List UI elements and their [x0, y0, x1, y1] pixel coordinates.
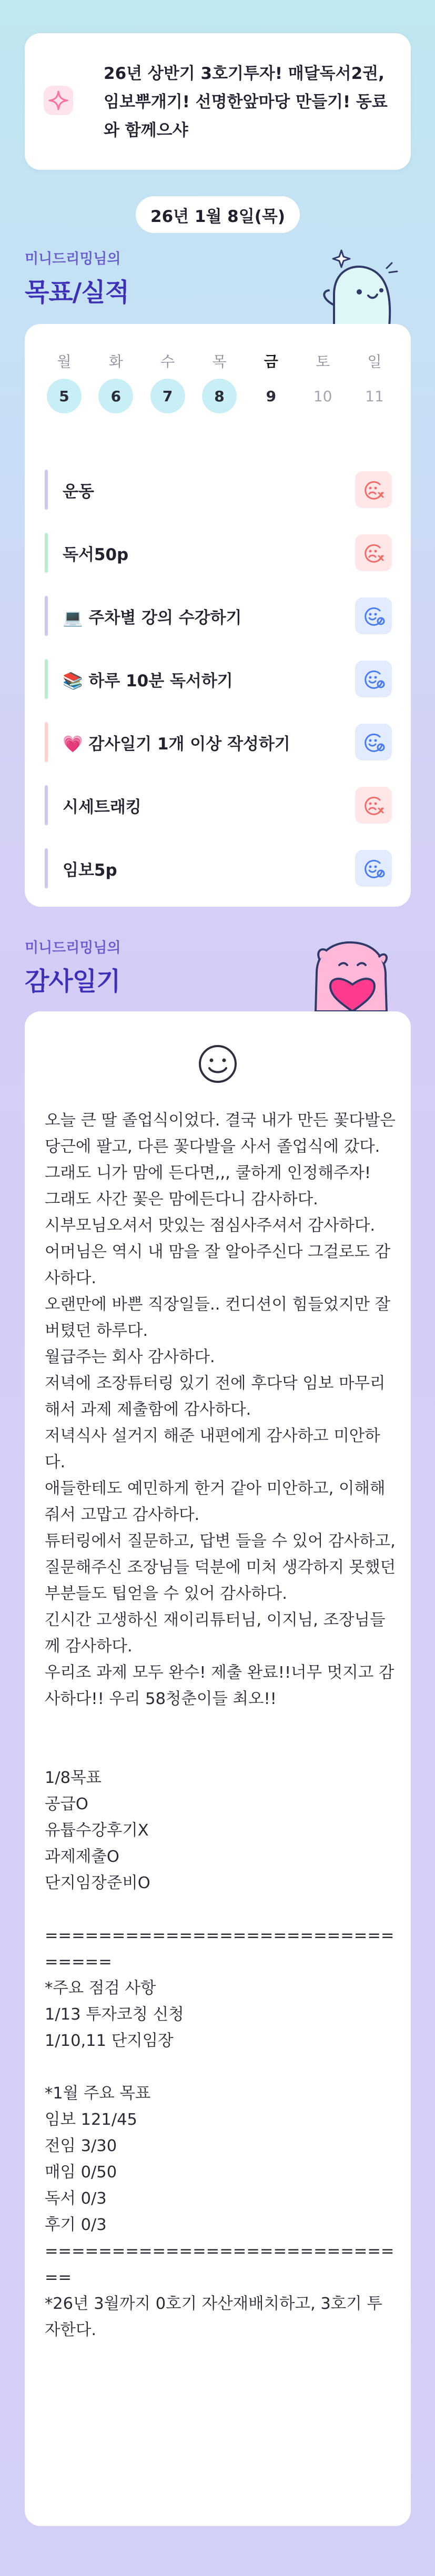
goal-label: 💗 감사일기 1개 이상 작성하기 — [63, 734, 290, 754]
goal-color-bar — [45, 659, 48, 699]
sparkle-icon — [44, 86, 73, 115]
day-tue[interactable] — [97, 350, 134, 413]
goal-item[interactable] — [45, 469, 392, 511]
date-selector[interactable]: 26년 1월 8일(목) — [136, 196, 300, 233]
day-mon[interactable] — [46, 350, 83, 413]
banner-text: 26년 상반기 3호기투자! 매달독서2권, 임보뿌개기! 선명한앞마당 만들기! 동료와 함께으샤 — [104, 64, 388, 140]
day-number: 9 — [266, 387, 277, 405]
goal-label: 독서50p — [63, 545, 129, 564]
goal-label: 📚 하루 10분 독서하기 — [63, 671, 233, 691]
gratitude-title: 감사일기 — [25, 967, 120, 996]
goal-item[interactable] — [45, 847, 392, 889]
goal-label: 💻 주차별 강의 수강하기 — [63, 608, 242, 627]
smile-face-check-icon — [361, 603, 386, 628]
goals-header — [25, 247, 129, 308]
goal-item[interactable] — [45, 784, 392, 826]
day-number: 8 — [202, 379, 237, 413]
goals-title: 목표/실적 — [25, 278, 129, 307]
smile-face-check-icon — [361, 666, 386, 692]
heart-mascot-icon — [300, 936, 400, 1013]
goal-item[interactable] — [45, 658, 392, 700]
day-name: 토 — [316, 353, 330, 370]
day-fri[interactable] — [252, 350, 289, 413]
goals-subtitle: 미니드리밍님의 — [25, 251, 121, 267]
gratitude-subtitle: 미니드리밍님의 — [25, 940, 121, 956]
goal-color-bar — [45, 848, 48, 888]
week-calendar — [46, 350, 393, 413]
day-name: 일 — [367, 353, 382, 370]
day-wed[interactable] — [149, 350, 186, 413]
goal-label: 운동 — [63, 482, 94, 501]
day-number: 5 — [47, 379, 82, 413]
day-thu[interactable] — [201, 350, 238, 413]
goal-color-bar — [45, 785, 48, 825]
goal-color-bar — [45, 470, 48, 510]
day-name: 수 — [160, 353, 175, 370]
goals-card — [25, 324, 411, 907]
gratitude-text[interactable]: 오늘 큰 딸 졸업식이었다. 결국 내가 만든 꽃다발은 당근에 팔고, 다른 꽃다발을 사서 졸업식에 갔다. 그래도 니가 맘에 든다면,,, 쿨하게 인정해주자! 그래도 사간 꽃은 맘에든다니 감사하다. 시부모님오셔서 맛있는 점심사주셔서 감사하다. 어머님은 역시 내 맘을 잘 알아주신다 그걸로도 감사하다. 오랜만에 바쁜 직장일들.. 컨디션이 힘들었지만 잘 버텼던 하루다. 월급주는 회사 감사하다. 저녁에 조장튜터링 있기 전에 후다닥 임보 마무리해서 과제 제출함에 감사하다. 저녁식사 설거지 해준 내편에게 감사하고 미안하다. 애들한테도 예민하게 한거 같아 미안하고, 이해해줘서 고맙고 감사하다. 튜터링에서 질문하고, 답변 들을 수 있어 감사하고, 질문해주신 조장님들 덕분에 미처 생각하지 못했던 부분들도 팁얻을 수 있어 감사하다. 긴시간 고생하신 재이리튜터님, 이지님, 조장님들께 감사하다. 우리조 과제 모두 완수! 제출 완료!!너무 멋지고 감사하다!! 우리 58청춘이들 최오!! 1/8목표 공급O 유튭수강후기X 과제제출O 단지임장준비O =============================== *주요 점검 사항 1/13 투자코칭 신청 1/10,11 단지임장 *1월 주요 목표 임보 121/45 전임 3/30 매임 0/50 독서 0/3 후기 0/3 ============================ *26년 3월까지 0호기 자산재배치하고, 3호기 투자한다. — [45, 1111, 396, 2339]
smile-icon — [197, 1043, 239, 1087]
day-name: 금 — [264, 353, 278, 370]
day-number: 6 — [98, 379, 133, 413]
goal-label: 임보5p — [63, 860, 117, 880]
goal-fail-button[interactable] — [355, 471, 392, 508]
day-number: 11 — [365, 387, 384, 405]
day-name: 월 — [57, 353, 72, 370]
day-sun[interactable] — [356, 350, 393, 413]
gratitude-card — [25, 1011, 411, 2526]
gratitude-header — [25, 936, 121, 997]
goal-label: 시세트래킹 — [63, 797, 141, 817]
goal-item[interactable] — [45, 532, 392, 574]
sad-face-x-icon — [361, 793, 386, 818]
day-number: 7 — [150, 379, 185, 413]
goal-color-bar — [45, 596, 48, 636]
smile-face-check-icon — [361, 729, 386, 755]
day-number: 10 — [313, 387, 332, 405]
day-name: 화 — [108, 353, 123, 370]
sad-face-x-icon — [361, 540, 386, 565]
day-name: 목 — [212, 353, 227, 370]
sad-face-x-icon — [361, 477, 386, 502]
goal-color-bar — [45, 722, 48, 762]
goal-item[interactable] — [45, 595, 392, 637]
smile-face-check-icon — [361, 856, 386, 881]
goal-banner[interactable] — [25, 33, 411, 170]
goal-done-button[interactable] — [355, 724, 392, 760]
goal-done-button[interactable] — [355, 661, 392, 697]
day-sat[interactable] — [305, 350, 341, 413]
goal-item[interactable] — [45, 721, 392, 763]
goal-color-bar — [45, 533, 48, 573]
goal-done-button[interactable] — [355, 597, 392, 634]
goal-done-button[interactable] — [355, 850, 392, 887]
goal-fail-button[interactable] — [355, 787, 392, 824]
ghost-mascot-icon — [302, 247, 402, 328]
goal-fail-button[interactable] — [355, 534, 392, 571]
